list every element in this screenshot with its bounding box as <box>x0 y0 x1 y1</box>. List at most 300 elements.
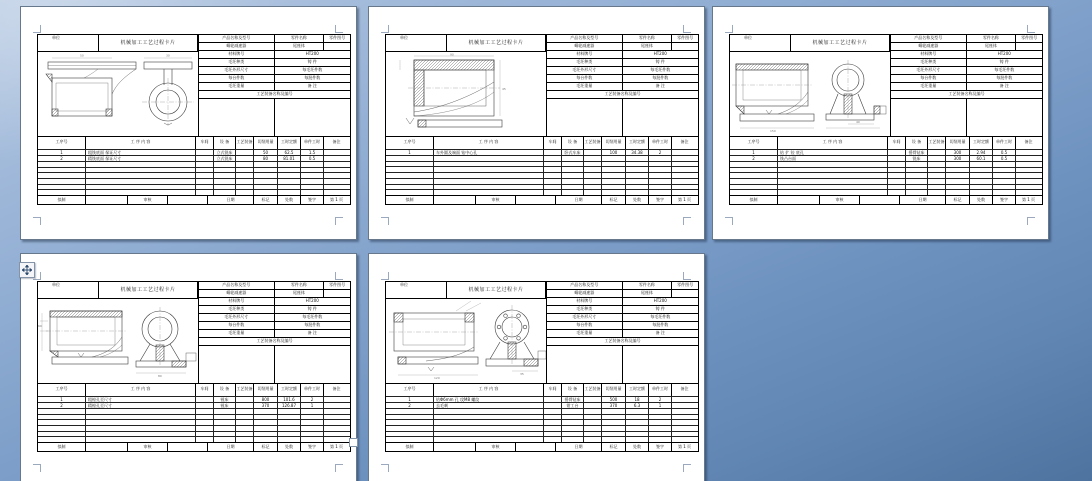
info-value: 每批件数 <box>652 75 669 80</box>
table-cell: 1 <box>38 150 86 155</box>
column-header: 车间 <box>196 137 214 150</box>
card-title: 机械加工工艺过程卡片 <box>447 282 546 298</box>
table-cell: 镗床 <box>214 397 236 402</box>
crop-mark-top-left <box>33 25 41 33</box>
footer-cell: 审核 <box>820 196 860 205</box>
footer-cell: 处数 <box>626 196 649 205</box>
footer-cell <box>778 196 820 205</box>
info-value: 每毛坯件数 <box>302 314 323 319</box>
table-cell: 钳工台 <box>562 403 584 408</box>
info-value: 铸 件 <box>307 59 317 64</box>
info-value: 铸 件 <box>655 306 665 311</box>
column-header: 车间 <box>544 384 562 397</box>
product-header: 产品名称及型号 <box>547 35 623 42</box>
info-value: HT200 <box>305 298 319 303</box>
info-label: 每台件数 <box>199 322 275 329</box>
footer-cell: 第 1 页 <box>329 196 344 202</box>
info-label: 每台件数 <box>891 75 967 82</box>
footer-cell: 拟制 <box>386 196 434 205</box>
unit-label: 单位 <box>386 35 447 51</box>
crop-mark-top-left <box>381 272 389 280</box>
table-cell: 立式铣床 <box>214 156 236 161</box>
column-header: 工时定额 <box>626 384 649 397</box>
table-cell: 0.5 <box>301 156 324 161</box>
column-header: 切削用量 <box>254 137 278 150</box>
footer-cell <box>434 443 476 452</box>
column-header: 切削用量 <box>602 137 626 150</box>
info-label: 毛坯种类 <box>547 306 623 313</box>
footer-cell: 拟制 <box>386 443 434 452</box>
process-card-table <box>37 281 351 452</box>
column-header-row <box>38 383 350 396</box>
footer-cell <box>516 443 556 452</box>
column-header: 工时定额 <box>278 384 301 397</box>
operation-rows <box>386 149 698 195</box>
product-value: 蜗轮减速器 <box>199 43 275 50</box>
column-header: 工时定额 <box>278 137 301 150</box>
table-cell: 370 <box>602 403 626 408</box>
column-header: 单件工时 <box>301 137 324 150</box>
equip-label: 工艺装备名称及编号 <box>604 91 641 96</box>
footer-cell: 签字 <box>301 443 324 452</box>
notes-box <box>199 346 350 383</box>
column-header: 单件工时 <box>993 137 1016 150</box>
table-cell: 1 <box>649 403 672 408</box>
info-label: 毛坯重量 <box>891 83 967 90</box>
table-cell: 粗镗孔至尺寸 <box>86 397 196 402</box>
product-header: 产品名称及型号 <box>199 282 275 289</box>
table-cell: 精铣底面 保证尺寸 <box>86 156 196 161</box>
product-header: 产品名称及型号 <box>891 35 967 42</box>
crop-mark-bottom-right <box>683 464 691 472</box>
crop-mark-bottom-left <box>381 217 389 225</box>
info-label: 毛坯种类 <box>199 306 275 313</box>
column-header: 工艺装备 <box>236 384 254 397</box>
footer-cell <box>516 196 556 205</box>
table-cell: 车外圆及端面 钻中心孔 <box>434 150 544 155</box>
info-label: 毛坯外形尺寸 <box>199 314 275 321</box>
info-value: 备 注 <box>307 83 317 88</box>
info-label: 每台件数 <box>199 75 275 82</box>
footer-cell: 标记 <box>946 196 970 205</box>
column-header: 设 备 <box>214 137 236 150</box>
card-title: 机械加工工艺过程卡片 <box>791 35 890 51</box>
footer-cell: 拟制 <box>730 196 778 205</box>
table-cell: 300 <box>946 150 970 155</box>
drawing-area <box>38 299 198 383</box>
table-cell: 500 <box>602 397 626 402</box>
column-header: 备注 <box>332 138 341 144</box>
column-header: 设 备 <box>214 384 236 397</box>
part-no-header: 零件图号 <box>677 35 694 40</box>
table-cell: 1.5 <box>301 150 324 155</box>
info-label: 材料牌号 <box>891 51 967 58</box>
crop-mark-top-right <box>683 272 691 280</box>
column-header: 切削用量 <box>254 384 278 397</box>
footer-cell: 日期 <box>208 443 254 452</box>
table-cell: 370 <box>254 403 278 408</box>
table-cell: 0.5 <box>993 156 1016 161</box>
info-label: 材料牌号 <box>547 298 623 305</box>
card-footer-row <box>730 195 1042 204</box>
crop-mark-bottom-left <box>381 464 389 472</box>
info-value: HT200 <box>653 298 667 303</box>
move-arrows-icon <box>22 265 32 275</box>
crop-mark-bottom-right <box>683 217 691 225</box>
table-cell: 62.5 <box>278 150 301 155</box>
part-no-value <box>324 290 350 297</box>
card-footer-row <box>386 195 698 204</box>
part-name-value: 尾座体 <box>623 290 673 297</box>
footer-cell: 签字 <box>649 196 672 205</box>
info-label: 毛坯外形尺寸 <box>547 314 623 321</box>
info-value: 备 注 <box>999 83 1009 88</box>
table-cell: 1 <box>301 403 324 408</box>
product-header: 产品名称及型号 <box>547 282 623 289</box>
table-cell: 2 <box>649 150 672 155</box>
part-name-value: 尾座体 <box>623 43 673 50</box>
table-cell: 300 <box>946 156 970 161</box>
table-resize-handle[interactable] <box>349 438 358 447</box>
column-header: 工时定额 <box>970 137 993 150</box>
column-header: 工艺装备 <box>236 137 254 150</box>
svg-text:150: 150 <box>770 129 776 133</box>
info-value: 备 注 <box>655 83 665 88</box>
notes-box <box>891 99 1042 136</box>
part-name-value: 尾座体 <box>967 43 1017 50</box>
table-cell: 34.38 <box>626 150 649 155</box>
unit-label: 单位 <box>38 282 99 298</box>
process-card-table <box>385 281 699 452</box>
drawing-area <box>386 52 546 136</box>
part-no-header: 零件图号 <box>329 282 346 287</box>
column-header: 单件工时 <box>649 384 672 397</box>
info-label: 毛坯种类 <box>547 59 623 66</box>
table-cell: 立式铣床 <box>214 150 236 155</box>
svg-text:80: 80 <box>158 374 162 378</box>
part-no-header: 零件图号 <box>677 282 694 287</box>
card-header-grid <box>198 35 350 136</box>
footer-cell: 拟制 <box>38 196 86 205</box>
info-label: 毛坯种类 <box>199 59 275 66</box>
unit-label: 单位 <box>730 35 791 51</box>
table-cell: 800 <box>254 397 278 402</box>
footer-cell: 处数 <box>626 443 649 452</box>
info-label: 毛坯种类 <box>891 59 967 66</box>
footer-cell: 第 1 页 <box>329 443 344 449</box>
column-header: 备注 <box>1024 138 1033 144</box>
footer-cell: 签字 <box>993 196 1016 205</box>
column-header-row <box>730 136 1042 149</box>
product-header: 产品名称及型号 <box>199 35 275 42</box>
product-value: 蜗轮减速器 <box>891 43 967 50</box>
document-page-1[interactable] <box>20 6 357 240</box>
info-value: 每毛坯件数 <box>650 67 671 72</box>
footer-cell <box>168 196 208 205</box>
table-cell: 1 <box>730 150 778 155</box>
column-header: 单件工时 <box>649 137 672 150</box>
card-header-grid <box>198 282 350 383</box>
column-header: 车间 <box>196 384 214 397</box>
column-header: 工 序 内 容 <box>434 137 544 150</box>
technical-drawing <box>730 52 890 136</box>
equip-label: 工艺装备名称及编号 <box>948 91 985 96</box>
table-cell: 精镗孔至尺寸 <box>86 403 196 408</box>
column-header: 切削用量 <box>602 384 626 397</box>
info-value: 每批件数 <box>304 75 321 80</box>
table-cell: 2 <box>649 397 672 402</box>
drawing-area <box>38 52 198 136</box>
crop-mark-top-right <box>335 272 343 280</box>
table-cell: 粗铣底面 保证尺寸 <box>86 150 196 155</box>
footer-cell: 审核 <box>128 196 168 205</box>
column-header: 工序号 <box>38 384 86 397</box>
column-header: 工序号 <box>730 137 778 150</box>
table-cell: 摇臂钻床 <box>906 150 928 155</box>
info-label: 毛坯外形尺寸 <box>891 67 967 74</box>
table-cell: 钻Φ6mm 孔 攻M8 螺纹 <box>434 397 544 402</box>
column-header: 车间 <box>544 137 562 150</box>
crop-mark-top-right <box>683 25 691 33</box>
drawing-area <box>386 299 546 383</box>
footer-cell <box>86 196 128 205</box>
table-cell: 2 <box>386 403 434 408</box>
svg-text:50: 50 <box>80 53 84 58</box>
product-value: 蜗轮减速器 <box>199 290 275 297</box>
table-cell: 81.01 <box>278 156 301 161</box>
part-no-value <box>324 43 350 50</box>
table-cell: 0.5 <box>993 150 1016 155</box>
document-page-2[interactable] <box>368 6 705 240</box>
card-footer-row <box>38 195 350 204</box>
part-name-header: 零件名称 <box>967 35 1017 42</box>
svg-text:90: 90 <box>450 52 454 57</box>
drawing-area <box>730 52 890 136</box>
info-label: 毛坯重量 <box>547 330 623 337</box>
footer-cell: 审核 <box>476 443 516 452</box>
document-page-4[interactable] <box>20 253 357 481</box>
technical-drawing <box>386 299 546 383</box>
card-header-grid <box>546 282 698 383</box>
table-cell: 80 <box>254 156 278 161</box>
table-cell: 100 <box>602 150 626 155</box>
info-label: 每台件数 <box>547 75 623 82</box>
crop-mark-bottom-left <box>33 464 41 472</box>
operation-rows <box>38 149 350 195</box>
card-footer-row <box>38 442 350 451</box>
footer-cell: 拟制 <box>38 443 86 452</box>
table-cell: 1 <box>386 397 434 402</box>
table-cell: 1 <box>38 397 86 402</box>
info-value: 每毛坯件数 <box>302 67 323 72</box>
svg-text:60: 60 <box>38 324 42 328</box>
footer-cell: 标记 <box>254 443 278 452</box>
table-cell: 铣床 <box>906 156 928 161</box>
info-value: 铸 件 <box>307 306 317 311</box>
column-header: 设 备 <box>562 137 584 150</box>
footer-cell: 日期 <box>208 196 254 205</box>
info-label: 毛坯重量 <box>199 330 275 337</box>
equip-label: 工艺装备名称及编号 <box>256 91 293 96</box>
info-value: HT200 <box>305 51 319 56</box>
table-cell: 60.1 <box>970 156 993 161</box>
footer-cell: 处数 <box>278 196 301 205</box>
info-label: 材料牌号 <box>199 298 275 305</box>
info-value: 每批件数 <box>652 322 669 327</box>
column-header: 备注 <box>680 138 689 144</box>
footer-cell <box>86 443 128 452</box>
card-title: 机械加工工艺过程卡片 <box>99 35 198 51</box>
card-header-grid <box>546 35 698 136</box>
part-name-header: 零件名称 <box>275 282 325 289</box>
table-cell: 2 <box>38 403 86 408</box>
table-cell: 50 <box>254 150 278 155</box>
info-value: HT200 <box>653 51 667 56</box>
operation-rows <box>38 396 350 442</box>
table-cell: 2 <box>301 397 324 402</box>
column-header: 备注 <box>332 385 341 391</box>
table-cell: 101.6 <box>278 397 301 402</box>
card-title: 机械加工工艺过程卡片 <box>99 282 198 298</box>
info-label: 毛坯外形尺寸 <box>199 67 275 74</box>
column-header: 工序号 <box>386 384 434 397</box>
product-value: 蜗轮减速器 <box>547 43 623 50</box>
part-no-value <box>672 43 698 50</box>
part-no-header: 零件图号 <box>1021 35 1038 40</box>
table-cell: 2 <box>38 156 86 161</box>
column-header: 工 序 内 容 <box>778 137 888 150</box>
info-value: 铸 件 <box>999 59 1009 64</box>
footer-cell: 第 1 页 <box>677 443 692 449</box>
part-name-header: 零件名称 <box>623 282 673 289</box>
footer-cell: 日期 <box>556 196 602 205</box>
column-header-row <box>386 136 698 149</box>
table-cell: 铣凸台面 <box>778 156 888 161</box>
table-cell: 1 <box>386 150 434 155</box>
card-header-grid <box>890 35 1042 136</box>
column-header: 车间 <box>888 137 906 150</box>
column-header: 工艺装备 <box>584 137 602 150</box>
crop-mark-bottom-right <box>335 464 343 472</box>
unit-label: 单位 <box>38 35 99 51</box>
column-header: 切削用量 <box>946 137 970 150</box>
table-cell: 6.3 <box>626 403 649 408</box>
table-cell: 摇臂钻床 <box>562 397 584 402</box>
crop-mark-bottom-right <box>1027 217 1035 225</box>
footer-cell: 审核 <box>476 196 516 205</box>
crop-mark-top-right <box>335 25 343 33</box>
footer-cell: 标记 <box>254 196 278 205</box>
svg-text:120: 120 <box>434 376 440 380</box>
info-label: 毛坯重量 <box>199 83 275 90</box>
footer-cell: 第 1 页 <box>677 196 692 202</box>
part-no-value <box>1016 43 1042 50</box>
footer-cell: 签字 <box>649 443 672 452</box>
column-header: 备注 <box>680 385 689 391</box>
footer-cell: 处数 <box>278 443 301 452</box>
footer-cell: 标记 <box>602 196 626 205</box>
unit-label: 单位 <box>386 282 447 298</box>
notes-box <box>547 99 698 136</box>
info-label: 材料牌号 <box>547 51 623 58</box>
info-value: 每批件数 <box>304 322 321 327</box>
column-header: 工艺装备 <box>928 137 946 150</box>
info-value: 每毛坯件数 <box>994 67 1015 72</box>
operation-rows <box>730 149 1042 195</box>
info-value: 铸 件 <box>655 59 665 64</box>
footer-cell: 第 1 页 <box>1021 196 1036 202</box>
crop-mark-top-left <box>381 25 389 33</box>
table-move-handle[interactable] <box>19 262 35 278</box>
info-label: 材料牌号 <box>199 51 275 58</box>
technical-drawing <box>38 299 198 383</box>
crop-mark-bottom-left <box>725 217 733 225</box>
notes-box <box>547 346 698 383</box>
table-cell: 钻 扩 铰 底孔 <box>778 150 888 155</box>
column-header: 工 序 内 容 <box>86 384 196 397</box>
table-cell: 镗床 <box>214 403 236 408</box>
column-header: 工时定额 <box>626 137 649 150</box>
column-header: 工 序 内 容 <box>434 384 544 397</box>
column-header: 设 备 <box>562 384 584 397</box>
document-page-5[interactable] <box>368 253 705 481</box>
crop-mark-bottom-left <box>33 217 41 225</box>
info-label: 毛坯重量 <box>547 83 623 90</box>
part-no-value <box>672 290 698 297</box>
footer-cell: 处数 <box>970 196 993 205</box>
table-cell: 2 <box>730 156 778 161</box>
footer-cell: 日期 <box>556 443 602 452</box>
info-value: 备 注 <box>307 330 317 335</box>
footer-cell: 签字 <box>301 196 324 205</box>
column-header: 设 备 <box>906 137 928 150</box>
process-card-table <box>385 34 699 205</box>
card-footer-row <box>386 442 698 451</box>
footer-cell <box>434 196 476 205</box>
column-header-row <box>38 136 350 149</box>
info-value: 每毛坯件数 <box>650 314 671 319</box>
info-label: 毛坯外形尺寸 <box>547 67 623 74</box>
crop-mark-top-left <box>725 25 733 33</box>
svg-text:30: 30 <box>166 53 170 58</box>
technical-drawing <box>386 52 546 136</box>
process-card-table <box>729 34 1043 205</box>
table-cell: 126.87 <box>278 403 301 408</box>
svg-text:40: 40 <box>856 120 860 124</box>
column-header: 工艺装备 <box>584 384 602 397</box>
document-page-3[interactable] <box>712 6 1049 240</box>
footer-cell: 日期 <box>900 196 946 205</box>
table-cell: 2.94 <box>970 150 993 155</box>
equip-label: 工艺装备名称及编号 <box>604 338 641 343</box>
column-header-row <box>386 383 698 396</box>
column-header: 单件工时 <box>301 384 324 397</box>
footer-cell <box>168 443 208 452</box>
table-cell: 卧式车床 <box>562 150 584 155</box>
table-cell: 去毛刺 <box>434 403 544 408</box>
column-header: 工 序 内 容 <box>86 137 196 150</box>
crop-mark-top-right <box>1027 25 1035 33</box>
footer-cell <box>860 196 900 205</box>
operation-rows <box>386 396 698 442</box>
svg-text:35: 35 <box>520 372 524 376</box>
crop-mark-bottom-right <box>335 217 343 225</box>
notes-box <box>199 99 350 136</box>
product-value: 蜗轮减速器 <box>547 290 623 297</box>
part-no-header: 零件图号 <box>329 35 346 40</box>
info-label: 每台件数 <box>547 322 623 329</box>
info-value: 备 注 <box>655 330 665 335</box>
